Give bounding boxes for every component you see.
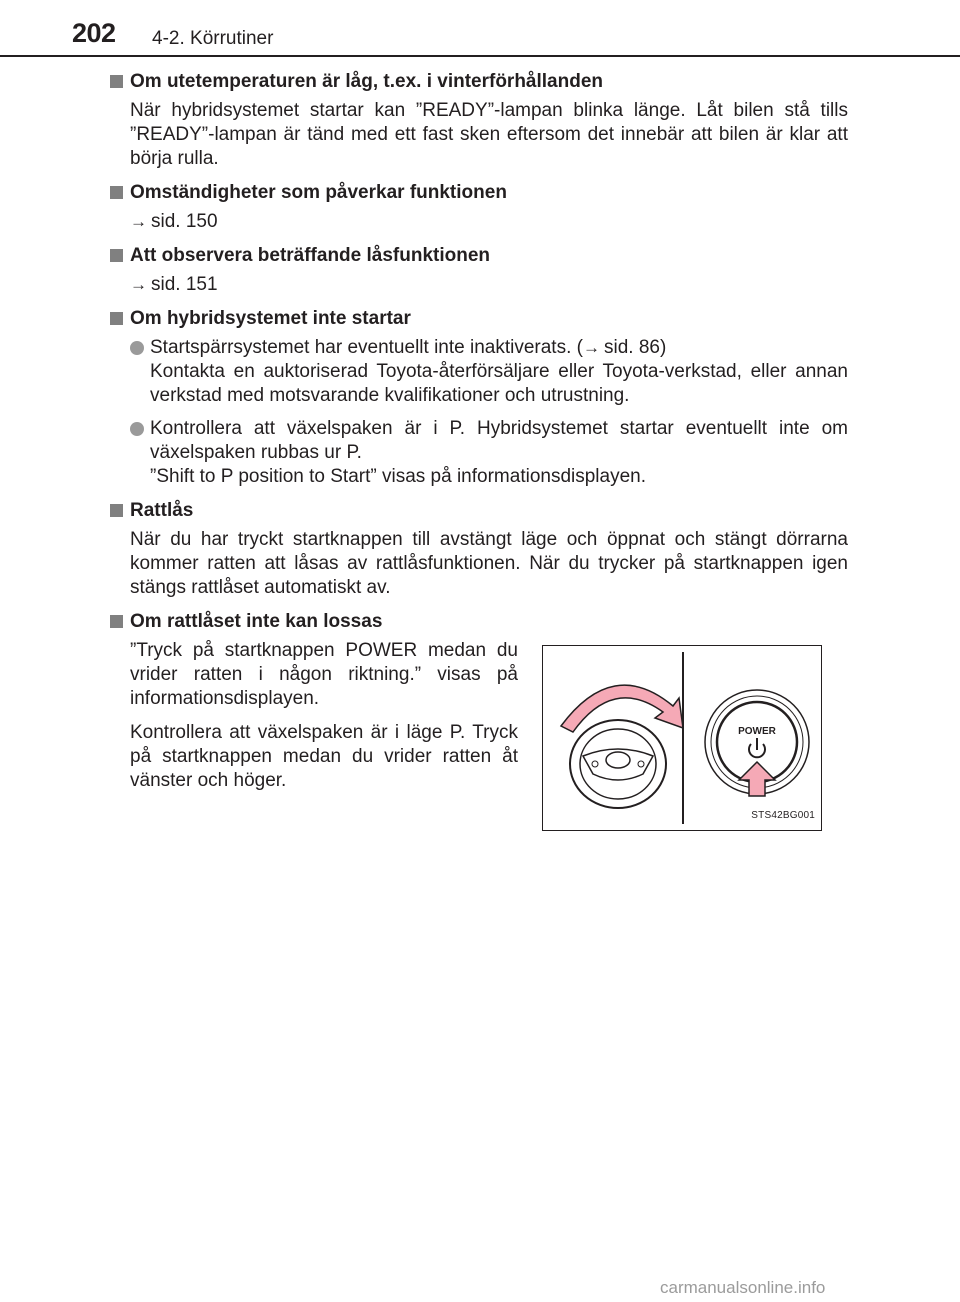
round-bullet-icon xyxy=(130,422,144,436)
section-steering-lock xyxy=(108,499,848,600)
section-lock-function xyxy=(108,244,848,297)
arrow-right-icon: → xyxy=(130,212,147,231)
square-bullet-icon xyxy=(110,75,123,88)
arrow-right-icon: → xyxy=(130,275,147,294)
section-heading: Att observera beträffande låsfunktionen xyxy=(108,244,848,268)
watermark: carmanualsonline.info xyxy=(660,1278,826,1297)
page-reference[interactable]: sid. 86) xyxy=(603,337,667,358)
illustration xyxy=(543,646,821,830)
square-bullet-icon xyxy=(110,615,123,628)
round-bullet-icon xyxy=(130,341,144,355)
power-button-label: POWER xyxy=(738,726,776,737)
section-body: När du har tryckt startknappen till avstängt läge och öppnat och stängt dörrarna kommer ratten att låsas av rattlåsfunktionen. När du trycker på startknappen igen stängs rattlåset automatiskt av. xyxy=(130,529,848,598)
square-bullet-icon xyxy=(110,504,123,517)
page-reference[interactable]: → sid. 151 xyxy=(130,274,218,295)
section-heading: Om rattlåset inte kan lossas xyxy=(108,610,848,634)
section-body: När hybridsystemet startar kan ”READY”-lampan blinka länge. Låt bilen stå tills ”READY”-lampan är tänd med ett fast sken eftersom det innebär att bilen är klar att börja rulla. xyxy=(130,100,848,169)
page-reference[interactable]: → sid. 150 xyxy=(130,211,218,232)
text-with-figure xyxy=(108,639,848,839)
figure-side-text xyxy=(130,639,518,803)
section-steering-lock-release xyxy=(108,610,848,839)
square-bullet-icon xyxy=(110,312,123,325)
section-cold-weather xyxy=(108,70,848,171)
square-bullet-icon xyxy=(110,186,123,199)
section-heading: Om utetemperaturen är låg, t.ex. i vinterförhållanden xyxy=(108,70,848,94)
section-heading: Omständigheter som påverkar funktionen xyxy=(108,181,848,205)
figure-code: STS42BG001 xyxy=(751,810,815,821)
section-conditions xyxy=(108,181,848,234)
section-body: ”Tryck på startknappen POWER medan du vrider ratten i någon riktning.” visas på informationsdisplayen. xyxy=(130,640,518,709)
page-number: 202 xyxy=(72,18,116,48)
header-rule xyxy=(0,55,960,57)
list-item: Startspärrsystemet har eventuellt inte inaktiverats. (→ sid. 86) Kontakta en auktoriserad Toyota-återförsäljare eller Toyota-verkstad, eller annan verkstad med motsvarande kvalifikationer och utrustning. xyxy=(128,336,848,408)
section-body: Kontrollera att växelspaken är i läge P. Tryck på startknappen medan du vrider ratten åt vänster och höger. xyxy=(130,722,518,791)
steering-wheel-icon xyxy=(570,720,666,808)
list-item: Kontrollera att växelspaken är i P. Hybridsystemet startar eventuellt inte om växelspaken rubbas ur P. ”Shift to P position to Start” visas på informationsdisplayen. xyxy=(128,417,848,489)
arrow-right-icon: → xyxy=(582,338,600,357)
section-heading: Rattlås xyxy=(108,499,848,523)
steering-wheel-power-button-figure xyxy=(542,645,822,831)
section-not-starting xyxy=(108,307,848,489)
page-header xyxy=(0,0,960,58)
page-content xyxy=(108,70,848,849)
section-title: 4-2. Körrutiner xyxy=(152,28,274,49)
square-bullet-icon xyxy=(110,249,123,262)
section-heading: Om hybridsystemet inte startar xyxy=(108,307,848,331)
